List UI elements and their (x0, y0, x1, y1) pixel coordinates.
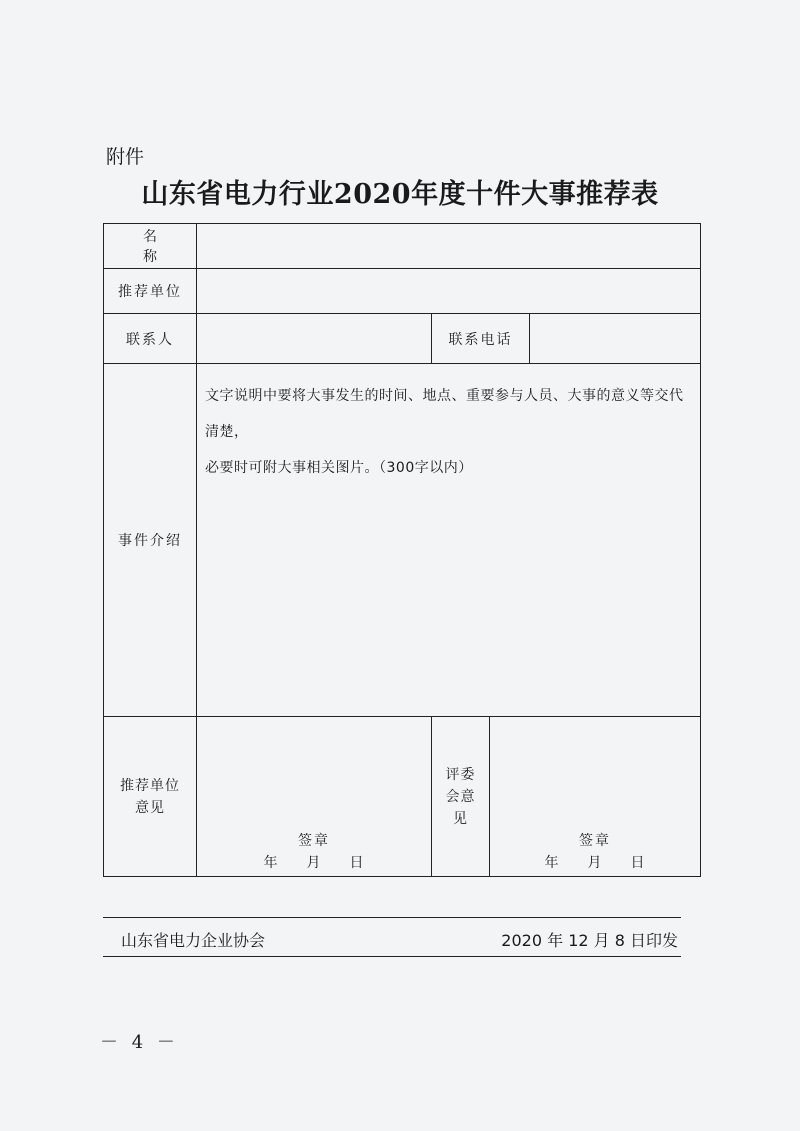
row-opinions (104, 717, 701, 877)
committee-date-line (490, 852, 700, 872)
intro-label: 事件介绍 (104, 364, 197, 717)
intro-instruction-line2: 必要时可附大事相关图片。（300字以内） (205, 460, 473, 476)
unit-date-line (197, 852, 431, 872)
unit-opinion-label (104, 717, 197, 877)
footer-print-date: 2020 年 12 月 8 日印发 (501, 931, 678, 950)
committee-sign-label: 签章 (579, 833, 612, 849)
unit-opinion-cell[interactable] (197, 717, 432, 877)
unit-date-month: 月 (306, 855, 322, 871)
document-title: 山东省电力行业2020年度十件大事推荐表 (141, 179, 659, 210)
row-intro (104, 364, 701, 717)
recommender-value-cell[interactable] (197, 269, 701, 314)
committee-label-line2: 会意 (445, 788, 476, 805)
name-value-cell[interactable] (197, 224, 701, 269)
committee-opinion-label (432, 717, 490, 877)
committee-opinion-cell[interactable] (490, 717, 701, 877)
committee-date-month: 月 (587, 855, 603, 871)
footer-organization: 山东省电力企业协会 (121, 931, 266, 950)
unit-date-year: 年 (263, 855, 279, 871)
intro-instruction-line1: 文字说明中要将大事发生的时间、地点、重要参与人员、大事的意义等交代清楚， (205, 388, 684, 440)
footer-rule-bottom (103, 956, 681, 957)
recommender-label: 推荐单位 (104, 269, 197, 314)
contact-value-cell[interactable] (197, 314, 432, 364)
name-label: 名 称 (104, 224, 197, 269)
committee-date-year: 年 (544, 855, 560, 871)
recommendation-form-table (103, 223, 701, 877)
committee-date-day: 日 (630, 855, 646, 871)
committee-label-line3: 见 (453, 810, 468, 827)
committee-label-line1: 评委 (445, 766, 476, 783)
unit-opinion-label-line1: 推荐单位 (120, 777, 180, 794)
phone-label: 联系电话 (432, 314, 530, 364)
page-number: － 4 － (100, 1032, 179, 1053)
unit-opinion-label-line2: 意见 (135, 799, 165, 816)
unit-sign-label: 签章 (298, 833, 330, 849)
intro-content-cell[interactable] (197, 364, 701, 717)
row-contact (104, 314, 701, 364)
phone-value-cell[interactable] (530, 314, 701, 364)
row-name (104, 224, 701, 269)
row-recommender (104, 269, 701, 314)
unit-date-day: 日 (349, 855, 365, 871)
attachment-label: 附件 (106, 146, 145, 168)
contact-label: 联系人 (104, 314, 197, 364)
footer-rule-top (103, 917, 681, 918)
